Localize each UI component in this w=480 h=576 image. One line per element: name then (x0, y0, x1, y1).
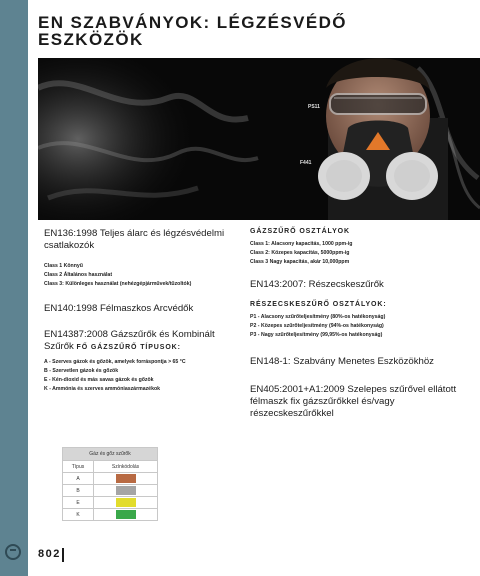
table-col-color: Színkódolás (94, 461, 158, 473)
side-bar (0, 0, 28, 576)
left-column (44, 228, 240, 394)
page-title: EN SZABVÁNYOK: LÉGZÉSVÉDŐ ESZKÖZÖK (38, 13, 347, 49)
row-color-cell (94, 509, 158, 521)
page-number-divider (62, 548, 64, 562)
hero-label-f441: F441 (300, 160, 312, 166)
list-item: P1 - Alacsony szűrőteljesítmény (80%-os hatékonyság) (250, 314, 386, 320)
row-color-cell (94, 497, 158, 509)
row-color-cell (94, 473, 158, 485)
table-row (63, 473, 158, 485)
list-item: Class 1: Alacsony kapacitás, 1000 ppm-ig (250, 241, 353, 247)
list-item: E - Kén-dioxid és más savas gázok és gőzök (44, 377, 154, 383)
color-swatch (116, 498, 136, 507)
brand-logo-icon (5, 544, 21, 560)
row-type: A (63, 473, 94, 485)
en14387-heading-block (44, 329, 240, 354)
gas-filter-table (62, 447, 158, 521)
gas-type-list (44, 358, 240, 394)
table-row (63, 485, 158, 497)
gas-classes-heading: GÁZSZŰRŐ OSZTÁLYOK (250, 228, 350, 235)
row-type: E (63, 497, 94, 509)
page-number: 802 (38, 548, 61, 560)
list-item: Class 2: Közepes kapacitás, 5000ppm-ig (250, 250, 350, 256)
table-row (63, 509, 158, 521)
color-swatch (116, 510, 136, 519)
color-swatch (116, 474, 136, 483)
en136-class-list (44, 262, 240, 289)
table-row (63, 497, 158, 509)
row-type: K (63, 509, 94, 521)
right-column (250, 228, 460, 420)
en140-heading: EN140:1998 Félmaszkos Arcvédők (44, 303, 194, 314)
list-item: K - Ammónia és szerves ammóniaszármazékok (44, 386, 161, 392)
list-item: B - Szervetlen gázok és gőzök (44, 368, 119, 374)
table-caption: Gáz és gőz szűrők (63, 448, 158, 461)
list-item: Class 3: Különleges használat (nehézgépjárművek/tűzoltók) (44, 281, 192, 287)
row-type: B (63, 485, 94, 497)
en143-heading: EN143:2007: Részecskeszűrők (250, 279, 384, 290)
list-item: A - Szerves gázok és gőzök, amelyek forráspontja > 65 °C (44, 359, 186, 365)
en14387-subhead: FŐ GÁZSZŰRŐ TÍPUSOK: (76, 344, 181, 351)
particle-class-list (250, 313, 460, 340)
particle-classes-heading: RÉSZECSKESZŰRŐ OSZTÁLYOK: (250, 301, 387, 308)
list-item: P2 - Közepes szűrőteljesítmény (94%-os hatékonyság) (250, 323, 384, 329)
list-item: P3 - Nagy szűrőteljesítmény (99,95%-os hatékonyság) (250, 332, 383, 338)
en405-heading: EN405:2001+A1:2009 Szelepes szűrővel ellátott félmaszk fix gázszűrőkkel és/vagy részecskeszűrőkkel (250, 384, 457, 419)
list-item: Class 1 Könnyű (44, 263, 83, 269)
list-item: Class 2 Általános használat (44, 272, 113, 278)
hero-photo (38, 58, 480, 220)
row-color-cell (94, 485, 158, 497)
hero-label-ps11: PS11 (308, 104, 320, 110)
en14387-heading: EN14387:2008 Gázszűrők és Kombinált Szűrők (44, 329, 215, 352)
hero-image (38, 58, 480, 220)
en136-heading: EN136:1998 Teljes álarc és légzésvédelmi csatlakozók (44, 228, 225, 251)
list-item: Class 3 Nagy kapacitás, akár 10,000ppm (250, 259, 350, 265)
gas-class-list (250, 240, 460, 267)
color-swatch (116, 486, 136, 495)
en148-heading: EN148-1: Szabvány Menetes Eszközökhöz (250, 356, 434, 367)
table-col-type: Típus (63, 461, 94, 473)
